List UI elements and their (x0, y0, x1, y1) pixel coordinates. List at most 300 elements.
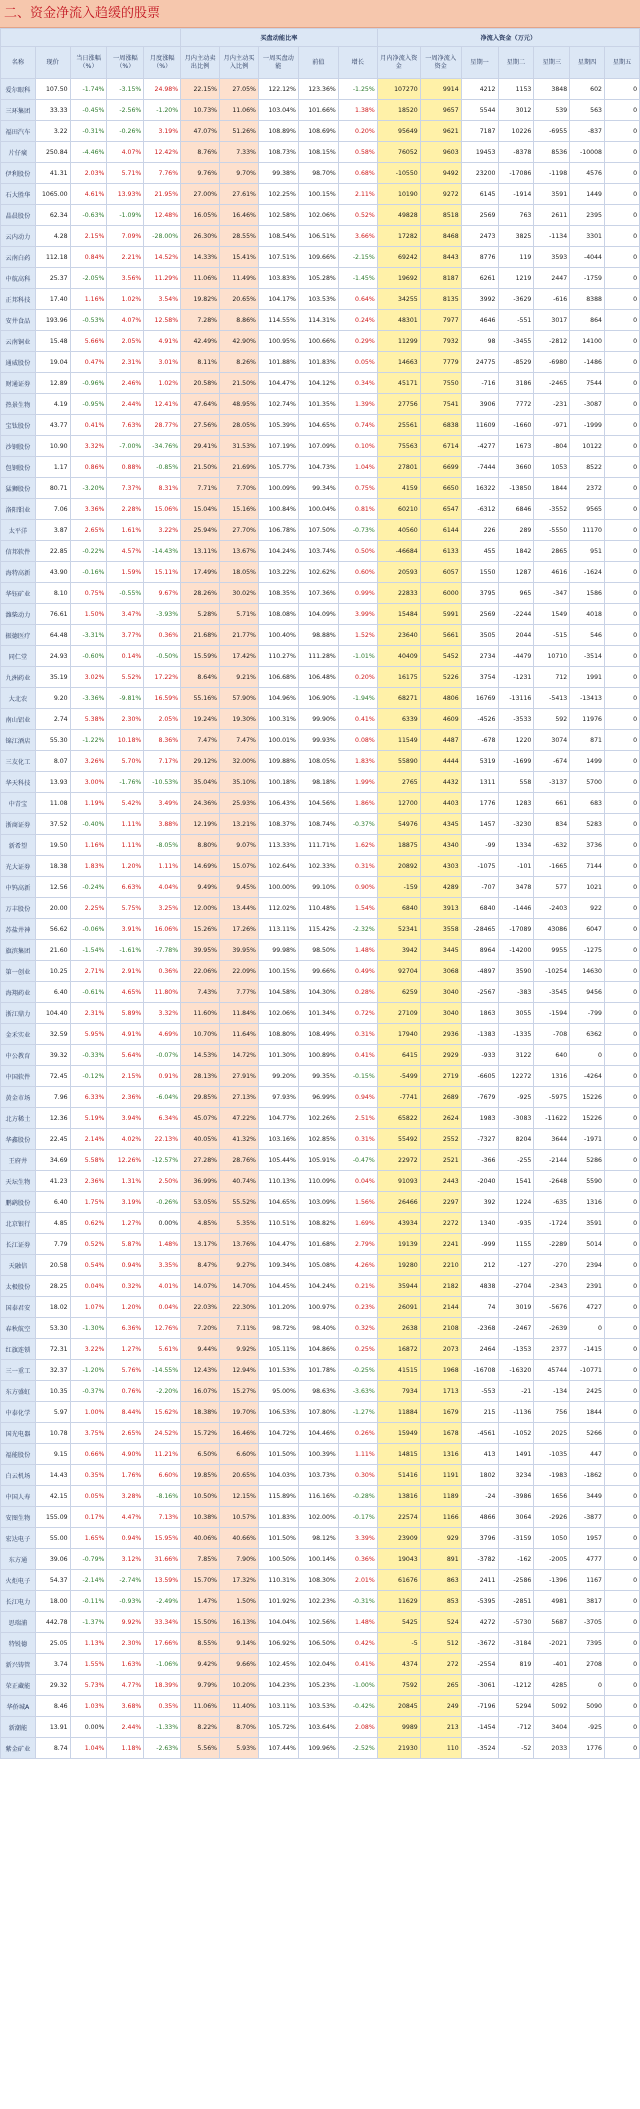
table-cell: 2552 (420, 1129, 461, 1150)
table-cell: 1.27% (107, 1213, 144, 1234)
table-cell: 22574 (377, 1507, 420, 1528)
table-cell: -34.76% (144, 436, 181, 457)
table-cell: 2.50% (144, 1171, 181, 1192)
stock-name-cell: 浙商证券 (1, 814, 36, 835)
table-cell: 110.13% (258, 1171, 298, 1192)
table-row (1, 499, 640, 520)
table-cell: 3.22 (35, 121, 70, 142)
table-cell: 2.65% (107, 1423, 144, 1444)
table-cell: 4.07% (107, 142, 144, 163)
table-cell: 9.45% (220, 877, 259, 898)
table-cell: -0.85% (144, 457, 181, 478)
table-cell: 3.22% (70, 1339, 107, 1360)
table-cell: 41.31 (35, 163, 70, 184)
table-cell: -1454 (461, 1717, 498, 1738)
table-cell: 2297 (420, 1192, 461, 1213)
table-cell: 6699 (420, 457, 461, 478)
table-cell: 7541 (420, 394, 461, 415)
table-cell: 15226 (570, 1087, 605, 1108)
stock-name-cell: 沙钢股份 (1, 436, 36, 457)
table-cell: 22.45 (35, 1129, 70, 1150)
table-cell: 0 (604, 1381, 639, 1402)
table-cell: 0.35% (144, 1696, 181, 1717)
table-cell: 1.19% (70, 793, 107, 814)
table-cell: 55492 (377, 1129, 420, 1150)
table-cell: 7.76% (144, 163, 181, 184)
table-cell: 546 (570, 625, 605, 646)
table-cell: 17.26% (220, 919, 259, 940)
column-header: 月度涨幅（%） (144, 47, 181, 79)
table-cell: 0 (604, 184, 639, 205)
table-cell: 8.26% (220, 352, 259, 373)
table-row (1, 1045, 640, 1066)
table-cell: 0.90% (338, 877, 377, 898)
table-row (1, 1318, 640, 1339)
table-row (1, 961, 640, 982)
table-cell: -0.50% (144, 646, 181, 667)
table-cell: 0 (570, 1675, 605, 1696)
table-cell: -1999 (570, 415, 605, 436)
stock-name-cell: 北京银行 (1, 1213, 36, 1234)
table-cell: 3.94% (107, 1108, 144, 1129)
table-cell: 19.82% (181, 289, 220, 310)
table-cell: 8536 (534, 142, 570, 163)
table-cell: 2.44% (107, 1717, 144, 1738)
column-header: 月内主动卖出比例 (181, 47, 220, 79)
table-cell: 2865 (534, 541, 570, 562)
table-row (1, 1381, 640, 1402)
table-cell: 6840 (461, 898, 498, 919)
table-cell: 1656 (534, 1486, 570, 1507)
table-cell: 108.89% (258, 121, 298, 142)
table-cell: -837 (570, 121, 605, 142)
table-cell: 0 (604, 1276, 639, 1297)
table-cell: 5.97 (35, 1402, 70, 1423)
stock-name-cell: 华侨城A (1, 1696, 36, 1717)
table-cell: 3.75% (70, 1423, 107, 1444)
table-cell: 592 (534, 709, 570, 730)
table-cell: -3137 (534, 772, 570, 793)
table-cell: 12.19% (181, 814, 220, 835)
table-cell: 0 (604, 751, 639, 772)
table-cell: 103.09% (298, 1192, 338, 1213)
table-cell: -2.56% (107, 100, 144, 121)
table-cell: 49828 (377, 205, 420, 226)
table-cell: 15.48 (35, 331, 70, 352)
table-cell: 0.81% (338, 499, 377, 520)
table-cell: 9657 (420, 100, 461, 121)
table-cell: 22.30% (220, 1297, 259, 1318)
stock-name-cell: 中国人寿 (1, 1486, 36, 1507)
table-row (1, 856, 640, 877)
table-cell: 0.28% (338, 982, 377, 1003)
table-cell: -1.45% (338, 268, 377, 289)
table-cell: -9.81% (107, 688, 144, 709)
table-cell: -3230 (498, 814, 534, 835)
table-cell: 28.77% (144, 415, 181, 436)
table-cell: 819 (498, 1654, 534, 1675)
table-cell: 8135 (420, 289, 461, 310)
table-cell: 11.49% (220, 268, 259, 289)
table-cell: 0 (604, 1486, 639, 1507)
table-cell: 11.64% (220, 1024, 259, 1045)
table-cell: 0.20% (338, 667, 377, 688)
table-cell: 0 (604, 457, 639, 478)
table-cell: -2.14% (70, 1570, 107, 1591)
table-cell: 7.77% (220, 982, 259, 1003)
table-cell: 2144 (420, 1297, 461, 1318)
table-cell: 3.74 (35, 1654, 70, 1675)
table-cell: 5.64% (107, 1045, 144, 1066)
table-cell: 104.47% (258, 1234, 298, 1255)
table-cell: -7196 (461, 1696, 498, 1717)
stock-name-cell: 大北农 (1, 688, 36, 709)
table-cell: 23200 (461, 163, 498, 184)
table-cell: -1699 (498, 751, 534, 772)
table-cell: 0.94% (338, 1087, 377, 1108)
table-cell: 3040 (420, 982, 461, 1003)
table-cell: 75563 (377, 436, 420, 457)
table-cell: 1802 (461, 1465, 498, 1486)
table-cell: 3590 (498, 961, 534, 982)
table-cell: 0 (604, 814, 639, 835)
table-row (1, 625, 640, 646)
table-cell: 45744 (534, 1360, 570, 1381)
stock-name-cell: 信邦软件 (1, 541, 36, 562)
table-cell: 26091 (377, 1297, 420, 1318)
table-cell: 1219 (498, 268, 534, 289)
table-cell: 6840 (377, 898, 420, 919)
table-cell: 9.92% (220, 1339, 259, 1360)
table-cell: -13850 (498, 478, 534, 499)
table-cell: 3301 (570, 226, 605, 247)
table-cell: 40.06% (181, 1528, 220, 1549)
table-cell: 53.30 (35, 1318, 70, 1339)
table-cell: 0 (604, 1696, 639, 1717)
table-cell: 19.70% (220, 1402, 259, 1423)
table-cell: 21.95% (144, 184, 181, 205)
table-cell: 114.31% (298, 310, 338, 331)
table-cell: 922 (570, 898, 605, 919)
stock-name-cell: 鹏鹞股份 (1, 1192, 36, 1213)
table-row (1, 1654, 640, 1675)
table-cell: 76.61 (35, 604, 70, 625)
table-row (1, 562, 640, 583)
table-cell: 0 (604, 961, 639, 982)
stock-name-cell: 天融信 (1, 1255, 36, 1276)
table-cell: 9.42% (181, 1654, 220, 1675)
table-cell: -1862 (570, 1465, 605, 1486)
table-cell: -0.25% (338, 1360, 377, 1381)
table-cell: 11884 (377, 1402, 420, 1423)
table-cell: 0 (604, 1549, 639, 1570)
table-cell: 9565 (570, 499, 605, 520)
table-cell: 0 (604, 415, 639, 436)
table-cell: 3591 (570, 1213, 605, 1234)
table-cell: 5544 (461, 100, 498, 121)
table-cell: 5283 (570, 814, 605, 835)
table-cell: 19280 (377, 1255, 420, 1276)
table-cell: 12.41% (144, 394, 181, 415)
table-cell: -8.16% (144, 1486, 181, 1507)
table-cell: -0.93% (107, 1591, 144, 1612)
table-cell: 112.02% (258, 898, 298, 919)
table-cell: 0 (604, 772, 639, 793)
table-cell: 101.88% (258, 352, 298, 373)
table-cell: -1.94% (338, 688, 377, 709)
table-cell: 8.22% (181, 1717, 220, 1738)
table-cell: 0 (604, 940, 639, 961)
table-cell: 7187 (461, 121, 498, 142)
table-row (1, 940, 640, 961)
table-cell: 7.33% (220, 142, 259, 163)
table-cell: 4018 (570, 604, 605, 625)
table-cell: -0.73% (338, 520, 377, 541)
table-row (1, 352, 640, 373)
table-cell: 20.58% (181, 373, 220, 394)
table-row (1, 268, 640, 289)
table-cell: 9.76% (181, 163, 220, 184)
table-cell: 3.54% (144, 289, 181, 310)
table-cell: 60210 (377, 499, 420, 520)
table-cell: 1.63% (107, 1654, 144, 1675)
table-cell: 27.61% (220, 184, 259, 205)
table-cell: 42.90% (220, 331, 259, 352)
table-cell: 0.36% (144, 625, 181, 646)
table-cell: 21.68% (181, 625, 220, 646)
table-cell: 102.62% (298, 562, 338, 583)
table-cell: 4212 (461, 79, 498, 100)
table-cell: 0.68% (338, 163, 377, 184)
table-cell: 28.26% (181, 583, 220, 604)
table-cell: 104.46% (298, 1423, 338, 1444)
table-cell: 4838 (461, 1276, 498, 1297)
table-cell: 5661 (420, 625, 461, 646)
table-cell: 2033 (534, 1738, 570, 1759)
table-cell: 13.59% (144, 1570, 181, 1591)
table-row (1, 814, 640, 835)
table-cell: 19.50 (35, 835, 70, 856)
table-cell: 100.89% (298, 1045, 338, 1066)
table-cell: -933 (461, 1045, 498, 1066)
table-cell: -6.04% (144, 1087, 181, 1108)
table-cell: -4264 (570, 1066, 605, 1087)
table-cell: 99.34% (298, 478, 338, 499)
table-cell: 11609 (461, 415, 498, 436)
table-cell: 2.71% (70, 961, 107, 982)
table-cell: 0.54% (70, 1255, 107, 1276)
table-cell: 15.26% (181, 919, 220, 940)
table-cell: 22.85 (35, 541, 70, 562)
table-cell: 22.13% (144, 1129, 181, 1150)
table-cell: 12.89 (35, 373, 70, 394)
table-cell: 3992 (461, 289, 498, 310)
table-cell: 29.12% (181, 751, 220, 772)
table-cell: 2611 (534, 205, 570, 226)
table-cell: 7977 (420, 310, 461, 331)
table-cell: 2447 (534, 268, 570, 289)
table-row (1, 751, 640, 772)
table-cell: 1.55% (70, 1654, 107, 1675)
table-cell: 25561 (377, 415, 420, 436)
table-cell: 111.28% (298, 646, 338, 667)
table-cell: 3040 (420, 1003, 461, 1024)
table-cell: 0 (604, 1717, 639, 1738)
table-cell: -1.27% (338, 1402, 377, 1423)
table-cell: 108.82% (298, 1213, 338, 1234)
table-cell: 5.52% (107, 667, 144, 688)
table-cell: 104.56% (298, 793, 338, 814)
table-cell: 21.50% (220, 373, 259, 394)
table-cell: 0 (604, 1738, 639, 1759)
table-cell: 110.09% (298, 1171, 338, 1192)
table-cell: 9.44% (181, 1339, 220, 1360)
table-cell: -1624 (570, 562, 605, 583)
table-cell: 11.60% (181, 1003, 220, 1024)
table-cell: 1.16% (70, 835, 107, 856)
table-cell: 21930 (377, 1738, 420, 1759)
table-cell: 0.31% (338, 856, 377, 877)
table-cell: 5.61% (144, 1339, 181, 1360)
table-cell: 21.50% (181, 457, 220, 478)
table-cell: 5226 (420, 667, 461, 688)
table-cell: 3660 (498, 457, 534, 478)
table-cell: 0.75% (338, 478, 377, 499)
table-cell: 5590 (570, 1171, 605, 1192)
table-cell: 104.73% (298, 457, 338, 478)
table-cell: 1.11% (144, 856, 181, 877)
stock-name-cell: 三一重工 (1, 1360, 36, 1381)
table-cell: 105.91% (298, 1150, 338, 1171)
table-cell: 12.36 (35, 1108, 70, 1129)
table-cell: 22972 (377, 1150, 420, 1171)
stock-name-cell: 三友化工 (1, 751, 36, 772)
table-cell: 1.07% (70, 1297, 107, 1318)
table-cell: 40.66% (220, 1528, 259, 1549)
table-cell: 0.21% (338, 1276, 377, 1297)
table-cell: 0 (604, 688, 639, 709)
table-cell: 4340 (420, 835, 461, 856)
table-cell: -2343 (534, 1276, 570, 1297)
table-cell: -2465 (534, 373, 570, 394)
table-cell: 3.87 (35, 520, 70, 541)
table-cell: 110 (420, 1738, 461, 1759)
stock-name-cell: 白云机场 (1, 1465, 36, 1486)
stock-name-cell: 正邦科技 (1, 289, 36, 310)
table-cell: 2464 (461, 1339, 498, 1360)
table-cell: 683 (570, 793, 605, 814)
table-cell: 8187 (420, 268, 461, 289)
table-cell: 16.06% (144, 919, 181, 940)
table-cell: 9603 (420, 142, 461, 163)
table-cell: 100.01% (258, 730, 298, 751)
table-cell: 3796 (461, 1528, 498, 1549)
table-cell: 13.11% (181, 541, 220, 562)
table-cell: -3552 (534, 499, 570, 520)
table-cell: 104.23% (258, 1675, 298, 1696)
table-cell: 19139 (377, 1234, 420, 1255)
column-header: 星期一 (461, 47, 498, 79)
table-cell: -3.20% (70, 478, 107, 499)
table-cell: 1050 (534, 1528, 570, 1549)
table-cell: 0.10% (338, 436, 377, 457)
table-cell: -255 (498, 1150, 534, 1171)
table-cell: 0.64% (338, 289, 377, 310)
table-cell: 115.42% (298, 919, 338, 940)
table-cell: 22.06% (181, 961, 220, 982)
table-cell: 5.71% (220, 604, 259, 625)
table-cell: 1311 (461, 772, 498, 793)
table-cell: 13.17% (181, 1234, 220, 1255)
table-cell: 6057 (420, 562, 461, 583)
table-cell: 3.32% (70, 436, 107, 457)
table-cell: 102.23% (298, 1591, 338, 1612)
table-cell: 16.13% (220, 1612, 259, 1633)
table-cell: 102.06% (298, 205, 338, 226)
table-cell: 4432 (420, 772, 461, 793)
table-cell: 4374 (377, 1654, 420, 1675)
table-cell: -17086 (498, 163, 534, 184)
table-cell: 5452 (420, 646, 461, 667)
table-cell: 106.92% (258, 1633, 298, 1654)
table-cell: 3478 (498, 877, 534, 898)
table-cell: 0 (604, 478, 639, 499)
table-cell: 512 (420, 1633, 461, 1654)
table-cell: 4.57% (107, 541, 144, 562)
table-cell: 891 (420, 1549, 461, 1570)
table-cell: 20593 (377, 562, 420, 583)
table-row (1, 184, 640, 205)
table-row (1, 541, 640, 562)
column-header: 当日涨幅（%） (70, 47, 107, 79)
table-cell: -0.06% (70, 919, 107, 940)
table-row (1, 1192, 640, 1213)
table-cell: 563 (570, 100, 605, 121)
table-cell: 5.58% (70, 1150, 107, 1171)
table-cell: -0.12% (70, 1066, 107, 1087)
table-cell: 40560 (377, 520, 420, 541)
table-row (1, 1696, 640, 1717)
table-cell: 0 (604, 1024, 639, 1045)
table-cell: 4272 (461, 1612, 498, 1633)
table-cell: -2005 (534, 1549, 570, 1570)
table-cell: 101.83% (298, 352, 338, 373)
table-cell: -0.63% (70, 205, 107, 226)
table-cell: 2.31% (70, 1003, 107, 1024)
table-cell: -3524 (461, 1738, 498, 1759)
table-cell: 99.66% (298, 961, 338, 982)
table-cell: 16.07% (181, 1381, 220, 1402)
table-cell: 0 (604, 1003, 639, 1024)
stock-name-cell: 国泰君安 (1, 1297, 36, 1318)
table-cell: 0 (604, 289, 639, 310)
table-cell: -1075 (461, 856, 498, 877)
table-row (1, 1444, 640, 1465)
table-cell: 3.99% (338, 604, 377, 625)
table-cell: -16708 (461, 1360, 498, 1381)
table-cell: 6261 (461, 268, 498, 289)
stock-name-cell: 天坛生物 (1, 1171, 36, 1192)
table-cell: 8.36% (144, 730, 181, 751)
table-cell: 6.60% (220, 1444, 259, 1465)
table-cell: 11629 (377, 1591, 420, 1612)
table-cell: 2.31% (107, 352, 144, 373)
table-cell: 1316 (534, 1066, 570, 1087)
table-cell: 9.21% (220, 667, 259, 688)
table-cell: -4526 (461, 709, 498, 730)
table-cell: -3986 (498, 1486, 534, 1507)
table-cell: 7.13% (144, 1507, 181, 1528)
